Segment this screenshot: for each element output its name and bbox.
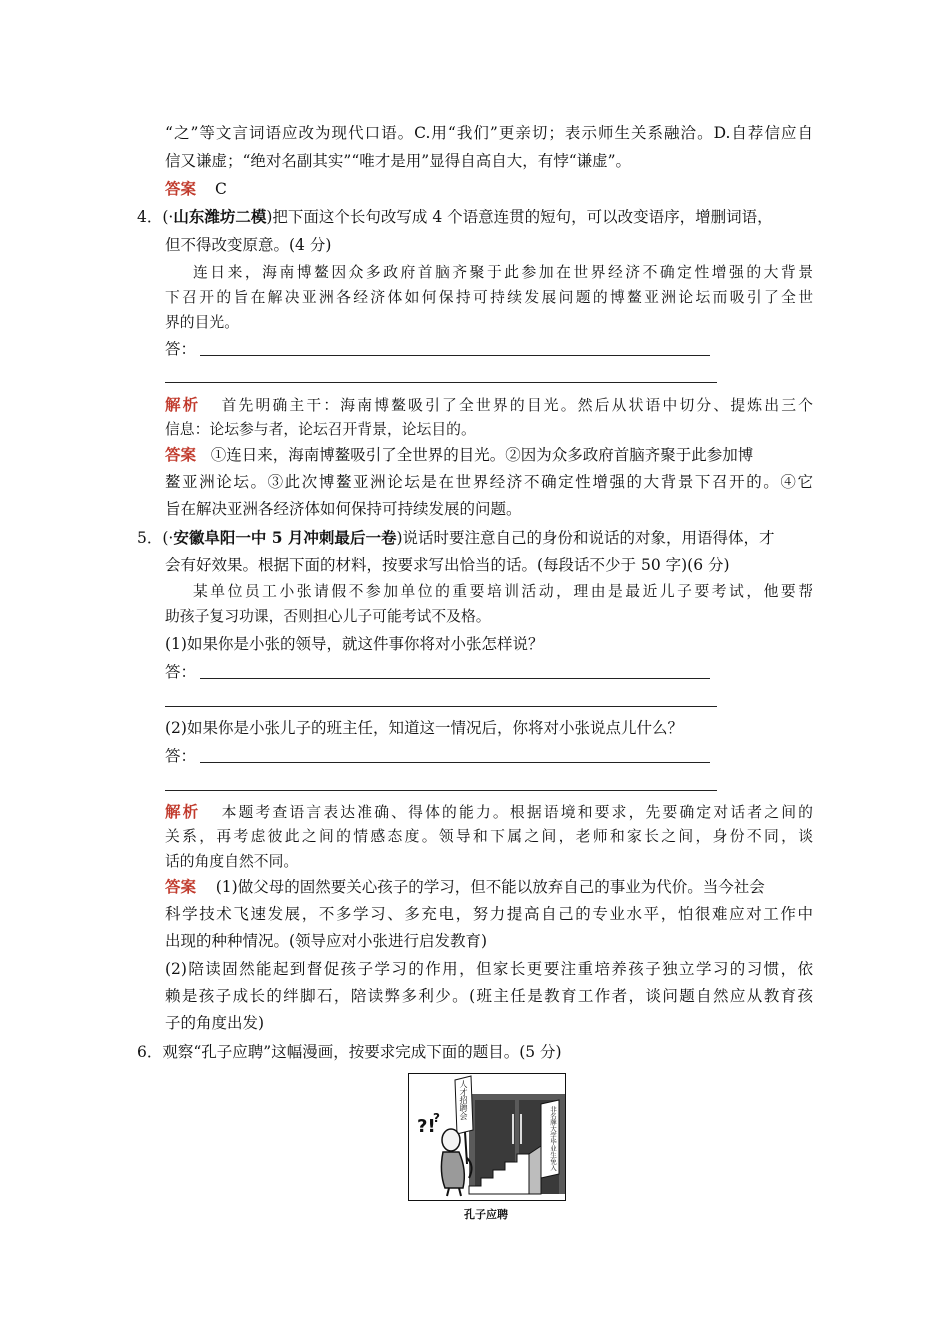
key-tag: 答案 [165,877,197,896]
answer-prompt: 答： [165,747,197,765]
passage-line: 助孩子复习功课，否则担心儿子可能考试不及格。 [165,608,491,625]
svg-text:?: ? [433,1111,440,1125]
question-source: 山东潍坊二模 [173,207,267,226]
passage-line: 连日来，海南博鳌因众多政府首脑齐聚于此参加在世界经济不确定性增强的大背景 [193,264,813,281]
key-text: (1)做父母的固然要关心孩子的学习，但不能以放弃自己的事业为代价。当今社会 [215,878,765,896]
key-line [165,444,753,466]
passage-line: 界的目光。 [165,314,239,331]
analysis-line: 话的角度自然不同。 [165,853,299,870]
cartoon-sign-left: 人才招聘会 [459,1080,468,1120]
answer-blank-row [165,338,725,360]
question-stem: 观察“孔子应聘”这幅漫画，按要求完成下面的题目。(5 分) [162,1043,562,1061]
question-5-stem [137,527,775,549]
question-number: 6． [137,1043,163,1061]
svg-text:?!: ?! [417,1116,436,1137]
analysis-line: 关系，再考虑彼此之间的情感态度。领导和下属之间，老师和家长之间，身份不同，谈 [165,828,813,845]
passage-line: 下召开的旨在解决亚洲各经济体如何保持可持续发展问题的博鳌亚洲论坛而吸引了全世 [165,289,813,306]
analysis-line [165,801,813,824]
answer-underline[interactable] [200,355,710,356]
prev-explanation-line: 信又谦虚；“绝对名副其实”“唯才是用”显得自高自大，有悖“谦虚”。 [165,152,632,170]
answer-prompt: 答： [165,663,197,681]
answer-underline[interactable] [200,678,710,679]
source-bracket: (· [162,529,174,547]
question-4-stem [137,206,773,228]
cartoon-image [408,1073,566,1201]
analysis-text: 首先明确主干：海南博鳌吸引了全世界的目光。然后从状语中切分、提炼出三个 [221,397,813,414]
key-line: 鳌亚洲论坛。③此次博鳌亚洲论坛是在世界经济不确定性增强的大背景下召开的。④它 [165,473,813,491]
question-number: 4． [137,208,163,226]
prev-explanation-line: “之”等文言词语应改为现代口语。C.用“我们”更亲切；表示师生关系融洽。D.自荐信应自 [165,124,813,142]
answer-blank-row [165,661,725,683]
key-line: (2)陪读固然能起到督促孩子学习的作用，但家长更要注重培养孩子独立学习的习惯，依 [165,960,813,978]
cartoon-caption: 孔子应聘 [464,1208,508,1221]
analysis-line: 信息：论坛参与者，论坛召开背景，论坛目的。 [165,421,476,438]
prev-answer [165,178,227,200]
question-stem-line: 会有好效果。根据下面的材料，按要求写出恰当的话。(每段话不少于 50 字)(6 分) [165,556,730,574]
question-stem: )说话时要注意自己的身份和说话的对象，用语得体，才 [396,529,775,547]
key-line: 旨在解决亚洲各经济体如何保持可持续发展的问题。 [165,500,522,518]
analysis-line [165,394,813,417]
sub-question: (2)如果你是小张儿子的班主任，知道这一情况后，你将对小张说点儿什么？ [165,719,683,737]
question-source: 安徽阜阳一中 5 月冲刺最后一卷 [173,528,397,547]
question-stem: )把下面这个长句改写成 4 个语意连贯的短句，可以改变语序，增删词语， [266,208,773,226]
question-6-stem [137,1041,562,1063]
key-tag: 答案 [165,445,197,464]
answer-underline[interactable] [200,762,710,763]
key-text: ①连日来，海南博鳌吸引了全世界的目光。②因为众多政府首脑齐聚于此参加博 [210,446,754,464]
cartoon-drawing [409,1074,565,1200]
analysis-tag: 解析 [165,802,201,821]
answer-tag: 答案 [165,179,197,198]
source-bracket: (· [162,208,174,226]
question-stem-line: 但不得改变原意。(4 分) [165,236,332,254]
answer-prompt: 答： [165,340,197,358]
answer-blank-row [165,745,725,767]
answer-underline-full[interactable] [165,706,717,707]
cartoon-sign-right: 非名牌大学毕业生免入 [549,1106,557,1171]
analysis-text: 本题考查语言表达准确、得体的能力。根据语境和要求，先要确定对话者之间的 [221,804,813,821]
sub-question: (1)如果你是小张的领导，就这件事你将对小张怎样说？ [165,635,544,653]
key-line [165,876,765,898]
key-line: 科学技术飞速发展，不多学习、多充电，努力提高自己的专业水平，怕很难应对工作中 [165,905,813,923]
answer-underline-full[interactable] [165,790,717,791]
answer-value: C [214,180,227,198]
key-line: 出现的种种情况。(领导应对小张进行启发教育) [165,932,488,950]
answer-underline-full[interactable] [165,382,717,383]
analysis-tag: 解析 [165,395,201,414]
key-line: 赖是孩子成长的绊脚石，陪读弊多利少。(班主任是教育工作者，谈问题自然应从教育孩 [165,987,813,1005]
key-line: 子的角度出发) [165,1014,265,1032]
question-number: 5． [137,529,163,547]
passage-line: 某单位员工小张请假不参加单位的重要培训活动，理由是最近儿子要考试，他要帮 [193,583,813,600]
